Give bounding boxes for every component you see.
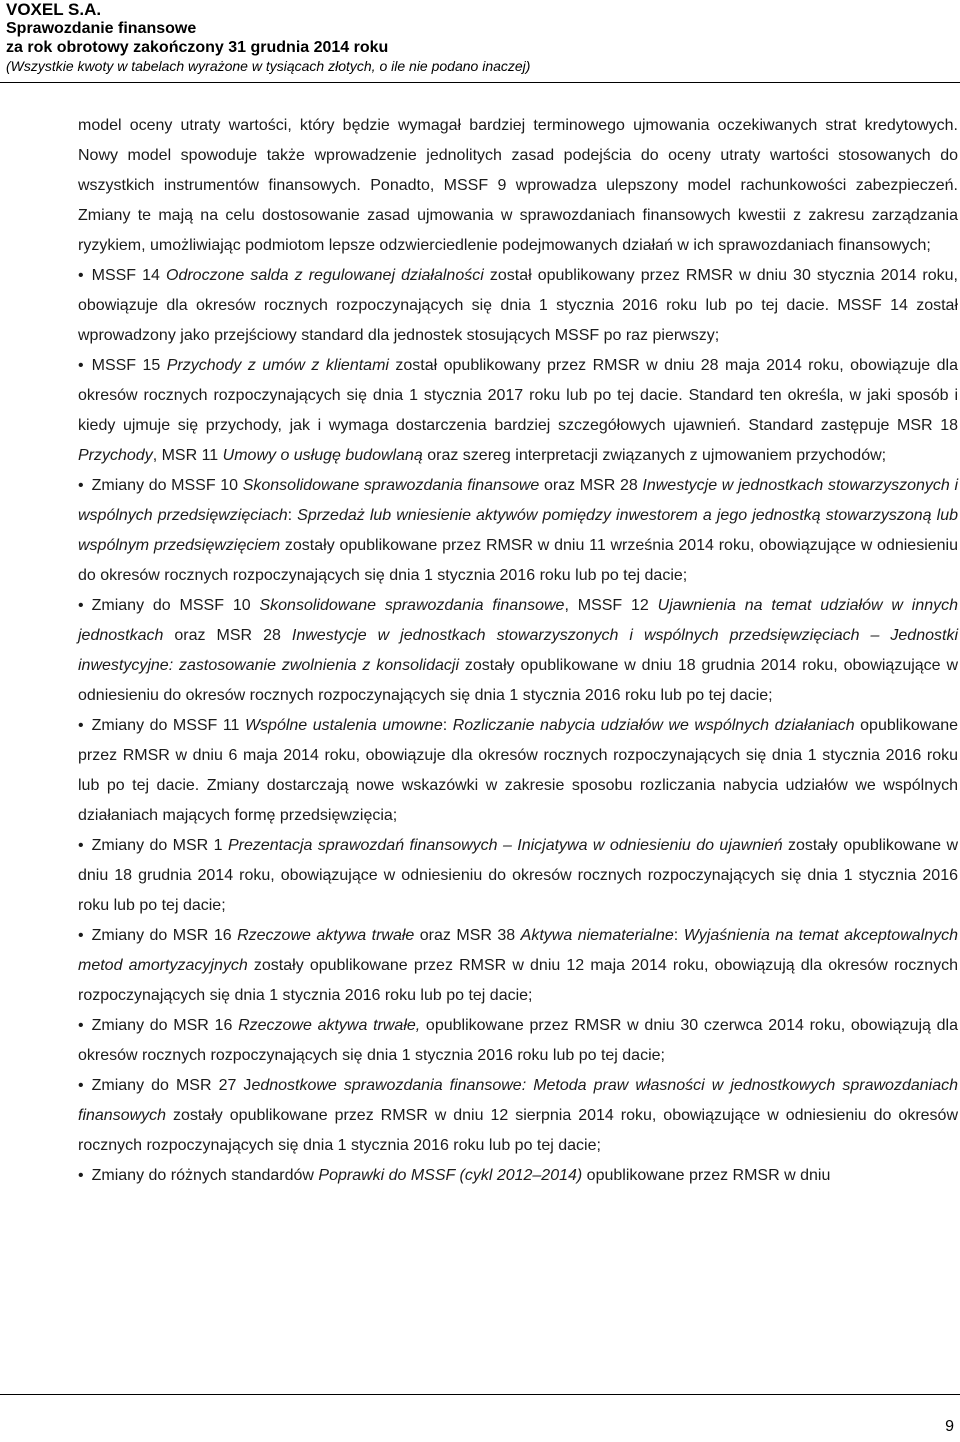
text-run: opublikowane przez RMSR w dniu xyxy=(582,1167,831,1184)
company-name: VOXEL S.A. xyxy=(6,0,102,19)
text-run: oraz MSR 38 xyxy=(414,927,521,944)
text-run: Zmiany do MSSF 10 xyxy=(91,477,243,494)
bullet-paragraph xyxy=(78,1161,958,1191)
bullet-paragraph xyxy=(78,471,958,591)
text-run: : xyxy=(442,717,453,734)
page-number: 9 xyxy=(945,1418,954,1435)
italic-text: Przychody z umów z klientami xyxy=(166,357,389,374)
text-run: Zmiany do MSR 16 xyxy=(91,1017,239,1034)
text-run: Zmiany do MSR 16 xyxy=(91,927,238,944)
footer-divider xyxy=(0,1394,960,1395)
italic-text: Przychody xyxy=(78,447,153,464)
italic-text: Inwestycje w jednostkach stowarzyszonych i wspólnych przedsięwzięciach – Jednostki inwestycyjne: zastosowanie zwolnienia z konsolidacji xyxy=(78,627,959,674)
text-run: oraz MSR 28 xyxy=(539,477,643,494)
text-run: opublikowane przez RMSR w dniu 6 maja 2014 roku, obowiązuje dla okresów rocznych rozpoczynających się dnia 1 stycznia 2016 roku lub po tej dacie. Zmiany dostarczają nowe wskazówki w zakresie sposobu rozliczania nabycia udziałów we wspólnych działaniach mających formę przedsięwzięcia; xyxy=(78,717,959,824)
text-run: Zmiany do MSSF 11 xyxy=(91,717,245,734)
text-run: zostały opublikowane w dniu 18 grudnia 2014 roku, obowiązujące w odniesieniu do okresów rocznych rozpoczynających się dnia 1 stycznia 2016 roku lub po tej dacie; xyxy=(78,657,959,704)
bullet-paragraph xyxy=(78,591,958,711)
italic-text: Rzeczowe aktywa trwałe xyxy=(237,927,415,944)
italic-text: Prezentacja sprawozdań finansowych – Inicjatywa w odniesieniu do ujawnień xyxy=(227,837,783,854)
italic-text: Rozliczanie nabycia udziałów we wspólnych działaniach xyxy=(452,717,855,734)
text-run: został opublikowany przez RMSR w dniu 30 stycznia 2014 roku, obowiązuje dla okresów rocznych rozpoczynających się dnia 1 stycznia 2016 roku lub po tej dacie. MSSF 14 został wprowadzony jako przejściowy standard dla jednostek stosujących MSSF po raz pierwszy; xyxy=(78,267,959,344)
bullet-paragraph xyxy=(78,351,958,471)
text-run: Zmiany do MSR 1 xyxy=(91,837,228,854)
report-period: za rok obrotowy zakończony 31 grudnia 2014 roku xyxy=(6,39,389,56)
text-run: został opublikowany przez RMSR w dniu 28 maja 2014 roku, obowiązuje dla okresów rocznych rozpoczynających się dnia 1 stycznia 2017 roku lub po tej dacie. Standard ten określa, w jaki sposób i kiedy ujmuje się przychody, jak i wymaga dostarczenia bardziej szczegółowych ujawnień. Standard zastępuje MSR 18 xyxy=(78,357,958,434)
currency-note: (Wszystkie kwoty w tabelach wyrażone w tysiącach złotych, o ile nie podano inaczej) xyxy=(6,58,531,74)
bullet-paragraph xyxy=(78,261,958,351)
text-run: : xyxy=(673,927,684,944)
bullet-paragraph xyxy=(78,1011,958,1071)
italic-text: Rzeczowe aktywa trwałe, xyxy=(238,1017,421,1034)
italic-text: Inwestycje w jednostkach stowarzyszonych i wspólnych przedsięwzięciach xyxy=(78,477,959,524)
italic-text: Sprzedaż lub wniesienie aktywów pomiędzy inwestorem a jego jednostką stowarzyszoną lub wspólnym przedsięwzięciem xyxy=(78,507,959,554)
text-run: zostały opublikowane w dniu 18 grudnia 2014 roku, obowiązujące w odniesieniu do okresów rocznych rozpoczynających się dnia 1 stycznia 2016 roku lub po tej dacie; xyxy=(78,837,959,914)
text-run: MSSF 15 xyxy=(91,357,167,374)
text-run: oraz MSR 28 xyxy=(163,627,292,644)
text-run: opublikowane przez RMSR w dniu 30 czerwca 2014 roku, obowiązują dla okresów rocznych rozpoczynających się dnia 1 stycznia 2016 roku lub po tej dacie; xyxy=(78,1017,958,1064)
italic-text: Poprawki do MSSF (cykl 2012–2014) xyxy=(318,1167,583,1184)
text-run: oraz szereg interpretacji związanych z ujmowaniem przychodów; xyxy=(422,447,887,464)
text-run: Zmiany do różnych standardów xyxy=(91,1167,319,1184)
italic-text: Aktywa niematerialne xyxy=(520,927,674,944)
italic-text: Umowy o usługę budowlaną xyxy=(222,447,423,464)
bullet-paragraph xyxy=(78,831,958,921)
header-divider xyxy=(0,82,960,83)
text-run: model oceny utraty wartości, który będzie wymagał bardziej terminowego ujmowania oczekiwanych strat kredytowych. Nowy model spowoduje także wprowadzenie jednolitych zasad podejścia do oceny utraty wartości stosowanych do wszystkich instrumentów finansowych. Ponadto, MSSF 9 wprowadza ulepszony model rachunkowości zabezpieczeń. Zmiany te mają na celu dostosowanie zasad ujmowania w sprawozdaniach finansowych kwestii z zakresu zarządzania ryzykiem, umożliwiając podmiotom lepsze odzwierciedlenie podejmowanych działań w ich sprawozdaniach finansowych; xyxy=(78,117,958,254)
text-run: Zmiany do MSR 27 J xyxy=(91,1077,252,1094)
italic-text: Wspólne ustalenia umowne xyxy=(244,717,443,734)
text-run: , MSSF 12 xyxy=(564,597,658,614)
text-run: zostały opublikowane przez RMSR w dniu 11 września 2014 roku, obowiązujące w odniesieniu do okresów rocznych rozpoczynających się dnia 1 stycznia 2016 roku lub po tej dacie; xyxy=(78,537,959,584)
bullet-paragraph xyxy=(78,711,958,831)
italic-text: ednostkowe sprawozdania finansowe: Metoda praw własności w jednostkowych sprawozdaniach finansowych xyxy=(78,1077,959,1124)
text-run: Zmiany do MSSF 10 xyxy=(91,597,260,614)
italic-text: Wyjaśnienia na temat akceptowalnych metod amortyzacyjnych xyxy=(78,927,959,974)
italic-text: Odroczone salda z regulowanej działalności xyxy=(166,267,484,284)
italic-text: Skonsolidowane sprawozdania finansowe xyxy=(242,477,540,494)
text-run: : xyxy=(287,507,298,524)
bullet-paragraph xyxy=(78,921,958,1011)
text-run: zostały opublikowane przez RMSR w dniu 12 maja 2014 roku, obowiązują dla okresów rocznych rozpoczynających się dnia 1 stycznia 2016 roku lub po tej dacie; xyxy=(78,957,959,1004)
text-run: zostały opublikowane przez RMSR w dniu 12 sierpnia 2014 roku, obowiązujące w odniesieniu do okresów rocznych rozpoczynających się dnia 1 stycznia 2016 roku lub po tej dacie; xyxy=(78,1107,958,1154)
text-run: MSSF 14 xyxy=(91,267,166,284)
report-title: Sprawozdanie finansowe xyxy=(6,20,197,37)
italic-text: Ujawnienia na temat udziałów w innych jednostkach xyxy=(78,597,959,644)
paragraph xyxy=(78,111,958,261)
italic-text: Skonsolidowane sprawozdania finansowe xyxy=(259,597,565,614)
bullet-paragraph xyxy=(78,1071,958,1161)
document-header xyxy=(6,0,946,75)
document-body xyxy=(78,111,958,1191)
text-run: , MSR 11 xyxy=(152,447,223,464)
